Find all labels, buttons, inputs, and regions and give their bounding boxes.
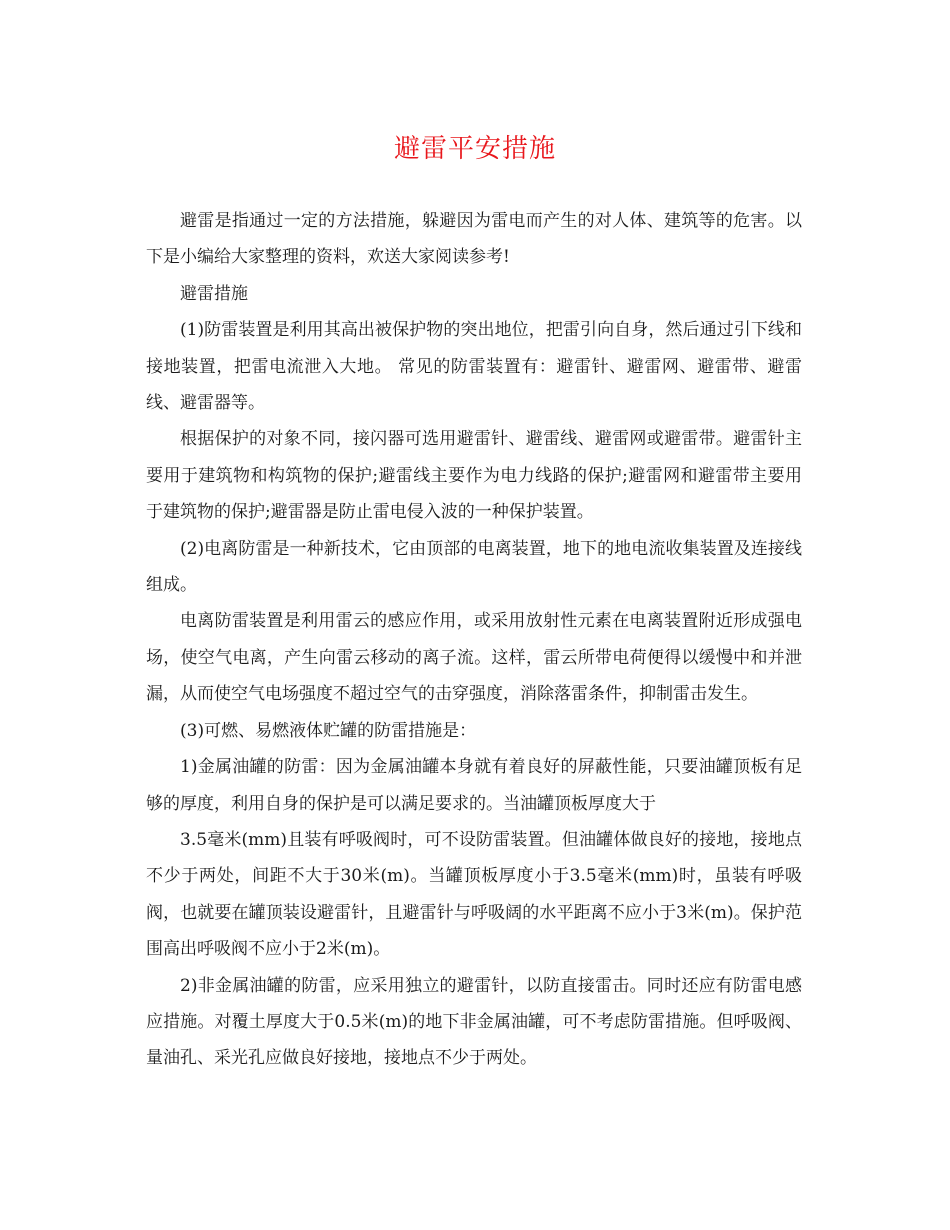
paragraph-air-terminal-selection: 根据保护的对象不同，接闪器可选用避雷针、避雷线、避雷网或避雷带。避雷针主要用于建筑物和构筑物的保护;避雷线主要作为电力线路的保护;避雷网和避雷带主要用于建筑物的保护;避雷器是防止雷电侵入波的一种保护装置。: [146, 429, 802, 523]
paragraph-metal-tank: 1)金属油罐的防雷：因为金属油罐本身就有着良好的屏蔽性能，只要油罐顶板有足够的厚度，利用自身的保护是可以满足要求的。当油罐顶板厚度大于: [146, 757, 802, 814]
paragraph-intro: 避雷是指通过一定的方法措施，躲避因为雷电而产生的对人体、建筑等的危害。以下是小编给大家整理的资料，欢送大家阅读参考!: [146, 211, 802, 268]
paragraph-nonmetal-tank: 2)非金属油罐的防雷，应采用独立的避雷针，以防直接雷击。同时还应有防雷电感应措施。对覆土厚度大于0.5米(m)的地下非金属油罐，可不考虑防雷措施。但呼吸阀、量油孔、采光孔应做良好接地，接地点不少于两处。: [146, 975, 802, 1069]
document-body: [146, 203, 802, 1077]
paragraph-metal-tank-thickness: 3.5毫米(mm)且装有呼吸阀时，可不设防雷装置。但油罐体做良好的接地，接地点不少于两处，间距不大于30米(m)。当罐顶板厚度小于3.5毫米(mm)时，虽装有呼吸阀，也就要在罐顶装设避雷针，且避雷针与呼吸阔的水平距离不应小于3米(m)。保护范围高出呼吸阀不应小于2米(m)。: [146, 829, 802, 960]
document-title: 避雷平安措施: [393, 134, 556, 164]
paragraph-lightning-protection-device: (1)防雷装置是利用其高出被保护物的突出地位，把雷引向自身，然后通过引下线和接地装置，把雷电流泄入大地。 常见的防雷装置有：避雷针、避雷网、避雷带、避雷线、避雷器等。: [146, 320, 802, 414]
paragraph-ionization-protection: (2)电离防雷是一种新技术，它由顶部的电离装置，地下的地电流收集装置及连接线组成。: [146, 538, 802, 596]
paragraph-heading-measures: 避雷措施: [180, 283, 248, 304]
paragraph-tank-protection: (3)可燃、易燃液体贮罐的防雷措施是：: [180, 720, 477, 741]
paragraph-ionization-device: 电离防雷装置是利用雷云的感应作用，或采用放射性元素在电离装置附近形成强电场，使空气电离，产生向雷云移动的离子流。这样，雷云所带电荷便得以缓慢中和并泄漏，从而使空气电场强度不超过空气的击穿强度，消除落雷条件，抑制雷击发生。: [146, 611, 802, 705]
